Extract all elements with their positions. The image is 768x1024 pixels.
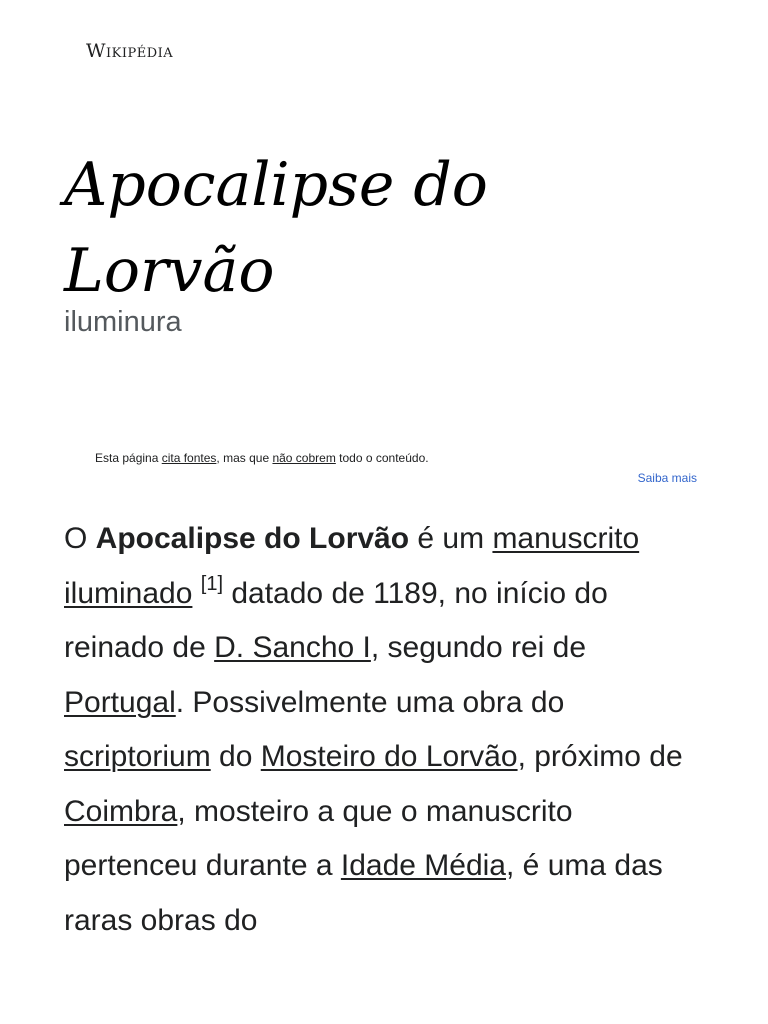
learn-more-link[interactable]: Saiba mais [637,471,697,485]
article-lead-paragraph [64,512,714,948]
text: , mosteiro a que o manuscrito pertenceu durante a [64,794,573,882]
text: . Possivelmente uma obra do [175,685,565,719]
link-mosteiro-do-lorvao[interactable]: Mosteiro do Lorvão [260,740,518,773]
text: , segundo rei de [370,631,587,664]
link-iluminado[interactable]: iluminado [64,576,193,610]
text: , é uma das raras obras do [64,849,663,937]
article-subject-bold: Apocalipse do Lorvão [95,522,410,555]
page-description: iluminura [64,306,182,338]
text [192,577,200,610]
link-scriptorium[interactable]: scriptorium [64,740,211,773]
link-d-sancho-i[interactable]: D. Sancho I [214,631,371,664]
link-idade-media[interactable]: Idade Média [340,849,506,882]
sources-notice [95,451,429,465]
wordmark-text: Wikipédia [86,40,174,62]
cites-sources-link[interactable]: cita fontes [161,451,217,465]
text: datado de 1189, no início do reinado de [64,576,608,664]
page-title [64,142,724,314]
wikipedia-wordmark[interactable] [86,40,173,62]
text: é um [409,522,493,555]
text: , próximo de [517,740,683,773]
notice-suffix: todo o conteúdo. [335,451,429,465]
notice-middle: , mas que [216,451,273,465]
not-covered-link[interactable]: não cobrem [272,451,336,465]
page-title-line-1: Apocalipse do [64,150,488,220]
notice-prefix: Esta página [95,451,162,465]
link-coimbra[interactable]: Coimbra [64,794,178,828]
page-title-line-2: Lorvão [64,236,275,306]
reference-1-link[interactable]: [1] [200,572,224,595]
link-portugal[interactable]: Portugal [64,685,176,719]
reference-1 [201,573,223,595]
link-manuscrito[interactable]: manuscrito [492,522,640,555]
text: do [210,740,261,773]
text: O [64,522,96,555]
